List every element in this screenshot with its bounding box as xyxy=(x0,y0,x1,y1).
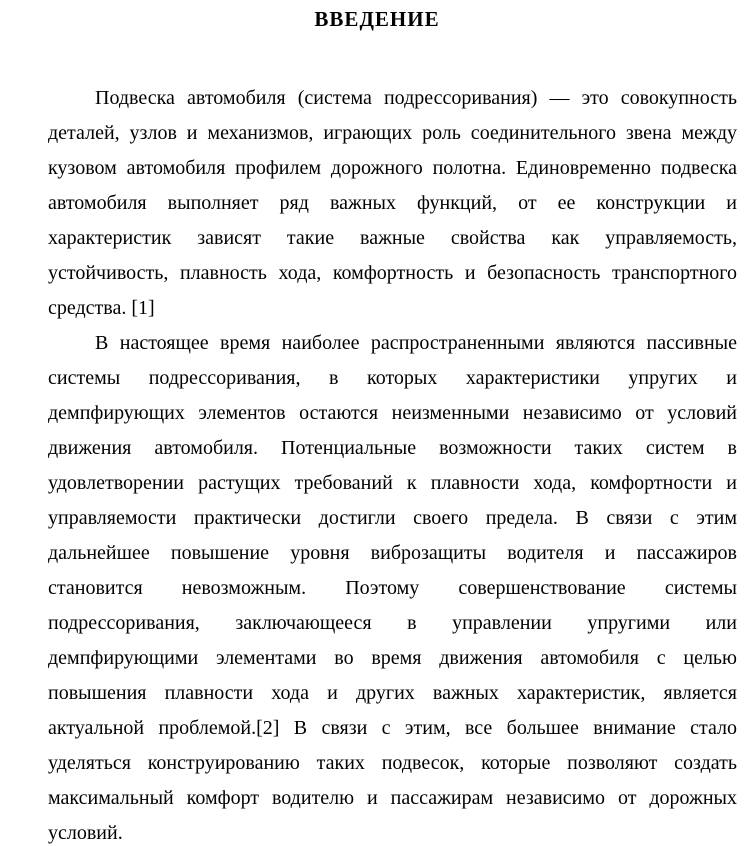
text-line: максимальный комфорт водителю и пассажирам независимо от дорожных xyxy=(48,787,737,809)
paragraph xyxy=(48,326,737,846)
paragraph xyxy=(48,81,737,326)
text-line: уделяться конструированию таких подвесок, которые позволяют создать xyxy=(48,752,737,774)
text-line: устойчивость, плавность хода, комфортность и безопасность транспортного xyxy=(48,262,737,284)
document-body xyxy=(0,81,754,846)
text-line: характеристик зависят такие важные свойства как управляемость, xyxy=(48,227,737,249)
text-line: движения автомобиля. Потенциальные возможности таких систем в xyxy=(48,437,737,459)
text-line: становится невозможным. Поэтому совершенствование системы xyxy=(48,577,737,599)
text-line: кузовом автомобиля профилем дорожного полотна. Единовременно подвеска xyxy=(48,157,737,179)
text-line: условий. xyxy=(48,822,123,844)
text-line: В настоящее время наиболее распространенными являются пассивные xyxy=(95,332,737,354)
text-line: повышения плавности хода и других важных характеристик, является xyxy=(48,682,737,704)
text-line: средства. [1] xyxy=(48,297,155,319)
text-line: деталей, узлов и механизмов, играющих роль соединительного звена между xyxy=(48,122,737,144)
text-line: дальнейшее повышение уровня виброзащиты водителя и пассажиров xyxy=(48,542,737,564)
document-title: ВВЕДЕНИЕ xyxy=(314,7,440,31)
text-line: удовлетворении растущих требований к плавности хода, комфортности и xyxy=(48,472,737,494)
text-line: подрессоривания, заключающееся в управлении упругими или xyxy=(48,612,737,634)
text-line: демпфирующих элементов остаются неизменными независимо от условий xyxy=(48,402,737,424)
text-line: демпфирующими элементами во время движения автомобиля с целью xyxy=(48,647,737,669)
text-line: Подвеска автомобиля (система подрессоривания) — это совокупность xyxy=(95,87,737,109)
text-line: управляемости практически достигли своего предела. В связи с этим xyxy=(48,507,737,529)
text-line: актуальной проблемой.[2] В связи с этим, все большее внимание стало xyxy=(48,717,737,739)
text-line: автомобиля выполняет ряд важных функций, от ее конструкции и xyxy=(48,192,737,214)
text-line: системы подрессоривания, в которых характеристики упругих и xyxy=(48,367,737,389)
